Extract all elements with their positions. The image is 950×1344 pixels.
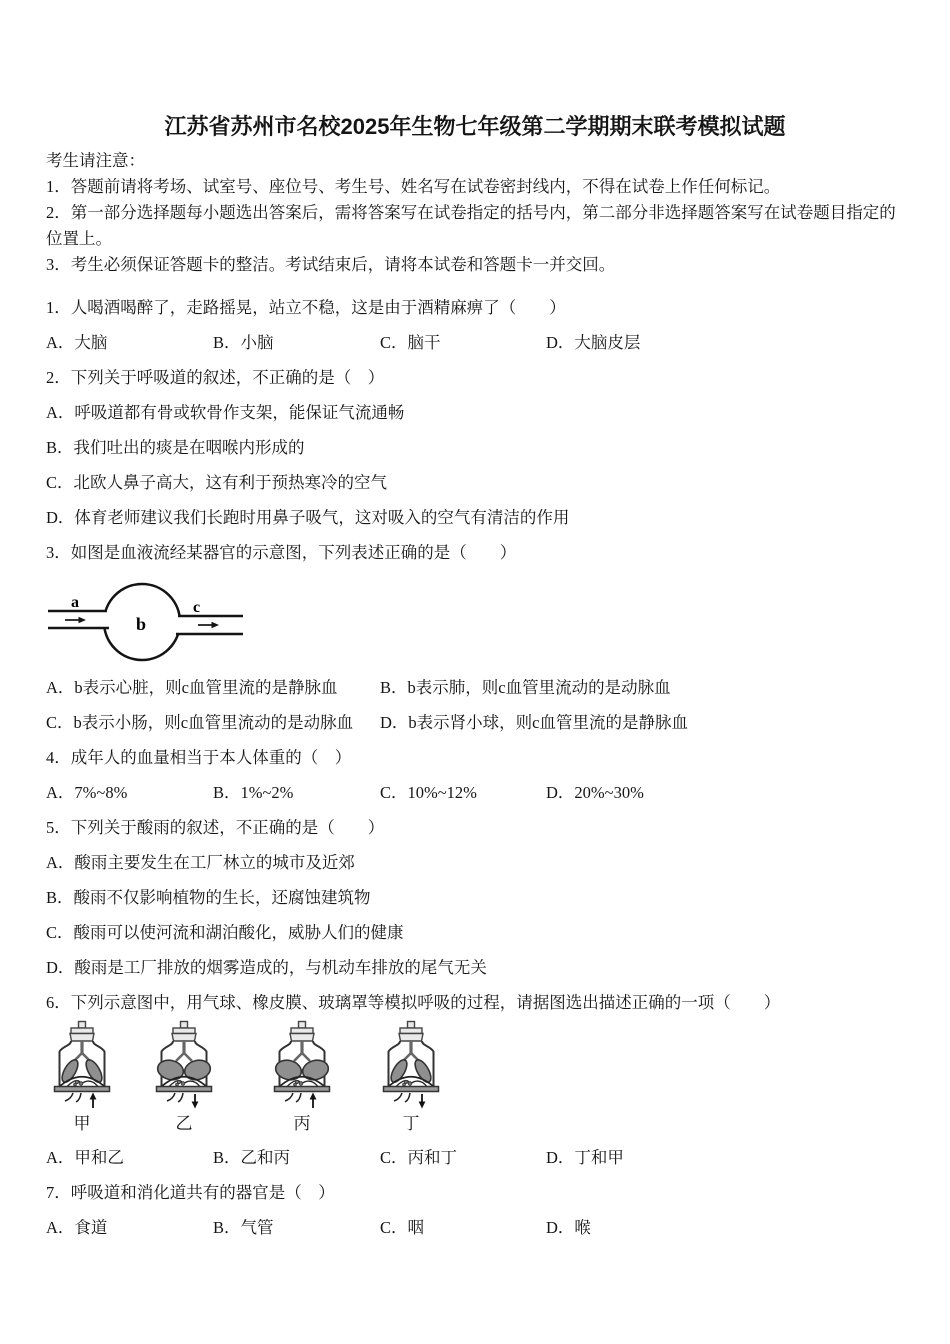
option-A: A．酸雨主要发生在工厂林立的城市及近郊 [46, 853, 355, 872]
notice-item: 2．第一部分选择题每小题选出答案后，需将答案写在试卷指定的括号内，第二部分非选择题答案写在试卷题目指定的位置上。 [46, 203, 896, 248]
vessel-label-a: a [71, 594, 79, 611]
question-options [46, 325, 904, 360]
balloon-lungs [388, 1057, 434, 1084]
option-C: C．脑干 [380, 333, 441, 352]
bell-jar-model [377, 1020, 445, 1134]
pull-string [394, 1093, 402, 1101]
question-options [46, 845, 904, 985]
flow-arrow-out [198, 622, 219, 628]
membrane-arrow-down [419, 1094, 426, 1109]
question-6 [46, 985, 904, 1175]
base-plate [55, 1087, 110, 1092]
page-title: 江苏省苏州市名校2025年生物七年级第二学期期末联考模拟试题 [164, 114, 786, 139]
option-D: D．大脑皮层 [546, 333, 641, 352]
option-A: A．甲和乙 [46, 1148, 124, 1167]
option-C: C．咽 [380, 1218, 425, 1237]
option-D: D．丁和甲 [546, 1148, 624, 1167]
stopper-knob [181, 1022, 188, 1029]
option-C: C．丙和丁 [380, 1148, 458, 1167]
bell-jar-model [268, 1020, 336, 1134]
breathing-models-figure [46, 1020, 904, 1140]
question-options [46, 670, 904, 740]
base-plate [384, 1087, 439, 1092]
bell-jar-model [48, 1020, 116, 1134]
questions-section [46, 290, 904, 1245]
question-stem: 7．呼吸道和消化道共有的器官是（ ） [46, 1183, 335, 1202]
question-4 [46, 740, 904, 810]
stopper-cap [71, 1028, 93, 1034]
option-D: D．20%~30% [546, 783, 644, 802]
membrane-arrow-down [192, 1094, 199, 1109]
flow-arrow-in [65, 617, 86, 623]
question-stem: 4．成年人的血量相当于本人体重的（ ） [46, 748, 352, 767]
question-stem: 3．如图是血液流经某器官的示意图，下列表述正确的是（ ） [46, 543, 517, 562]
blood-flow-figure [46, 570, 246, 670]
stopper-cap [173, 1028, 195, 1034]
option-B: B．小脑 [213, 333, 274, 352]
option-A: A．呼吸道都有骨或软骨作支架，能保证气流通畅 [46, 403, 405, 422]
option-D: D．b表示肾小球，则c血管里流的是静脉血 [380, 713, 688, 732]
stopper-cap [291, 1028, 313, 1034]
option-D: D．酸雨是工厂排放的烟雾造成的，与机动车排放的尾气无关 [46, 958, 487, 977]
option-A: A．7%~8% [46, 783, 128, 802]
jar-label: 乙 [175, 1114, 193, 1133]
option-B: B．我们吐出的痰是在咽喉内形成的 [46, 438, 305, 457]
notice-item: 1．答题前请将考场、试室号、座位号、考生号、姓名写在试卷密封线内，不得在试卷上作任何标记。 [46, 177, 781, 196]
question-7 [46, 1175, 904, 1245]
option-A: A．大脑 [46, 333, 108, 352]
option-B: B．b表示肺，则c血管里流动的是动脉血 [380, 678, 671, 697]
jar-label: 丙 [293, 1114, 311, 1133]
option-A: A．b表示心脏，则c血管里流的是静脉血 [46, 678, 338, 697]
option-B: B．1%~2% [213, 783, 294, 802]
balloon-lungs [156, 1058, 213, 1083]
option-A: A．食道 [46, 1218, 108, 1237]
option-B: B．酸雨不仅影响植物的生长，还腐蚀建筑物 [46, 888, 371, 907]
pull-string [167, 1093, 175, 1101]
question-options [46, 1140, 904, 1175]
blood-vessel-figure [46, 570, 904, 670]
pull-string [65, 1093, 73, 1101]
question-stem: 2．下列关于呼吸道的叙述，不正确的是（ ） [46, 368, 385, 387]
question-stem: 1．人喝酒喝醉了，走路摇晃，站立不稳，这是由于酒精麻痹了（ ） [46, 298, 566, 317]
question-5 [46, 810, 904, 985]
jar-label: 丁 [402, 1114, 420, 1133]
vessel-label-c: c [193, 599, 201, 616]
option-C: C．b表示小肠，则c血管里流动的是动脉血 [46, 713, 354, 732]
option-D: D．体育老师建议我们长跑时用鼻子吸气，这对吸入的空气有清洁的作用 [46, 508, 570, 527]
option-C: C．酸雨可以使河流和湖泊酸化，威胁人们的健康 [46, 923, 404, 942]
bell-jar-model [150, 1020, 218, 1134]
question-options [46, 395, 904, 535]
membrane-arrow-up [90, 1093, 97, 1109]
balloon-lungs [274, 1058, 331, 1083]
option-C: C．北欧人鼻子高大，这有利于预热寒冷的空气 [46, 473, 388, 492]
stopper-cap [400, 1028, 422, 1034]
question-2 [46, 360, 904, 535]
notice-heading: 考生请注意： [46, 151, 145, 170]
option-B: B．气管 [213, 1218, 274, 1237]
question-options [46, 775, 904, 810]
question-stem: 5．下列关于酸雨的叙述，不正确的是（ ） [46, 818, 385, 837]
stopper-knob [299, 1022, 306, 1029]
option-B: B．乙和丙 [213, 1148, 291, 1167]
stopper-knob [408, 1022, 415, 1029]
question-1 [46, 290, 904, 360]
notice-section [46, 148, 904, 278]
question-3 [46, 535, 904, 740]
base-plate [275, 1087, 330, 1092]
jar-label: 甲 [73, 1114, 91, 1133]
organ-label-b: b [136, 614, 147, 634]
balloon-lungs [59, 1057, 105, 1084]
membrane-arrow-up [310, 1093, 317, 1109]
question-options [46, 1210, 904, 1245]
stopper-knob [79, 1022, 86, 1029]
question-stem: 6．下列示意图中，用气球、橡皮膜、玻璃罩等模拟呼吸的过程，请据图选出描述正确的一项（ ） [46, 993, 781, 1012]
pull-string [285, 1093, 293, 1101]
base-plate [157, 1087, 212, 1092]
option-C: C．10%~12% [380, 783, 477, 802]
option-D: D．喉 [546, 1218, 591, 1237]
notice-item: 3．考生必须保证答题卡的整洁。考试结束后，请将本试卷和答题卡一并交回。 [46, 255, 616, 274]
